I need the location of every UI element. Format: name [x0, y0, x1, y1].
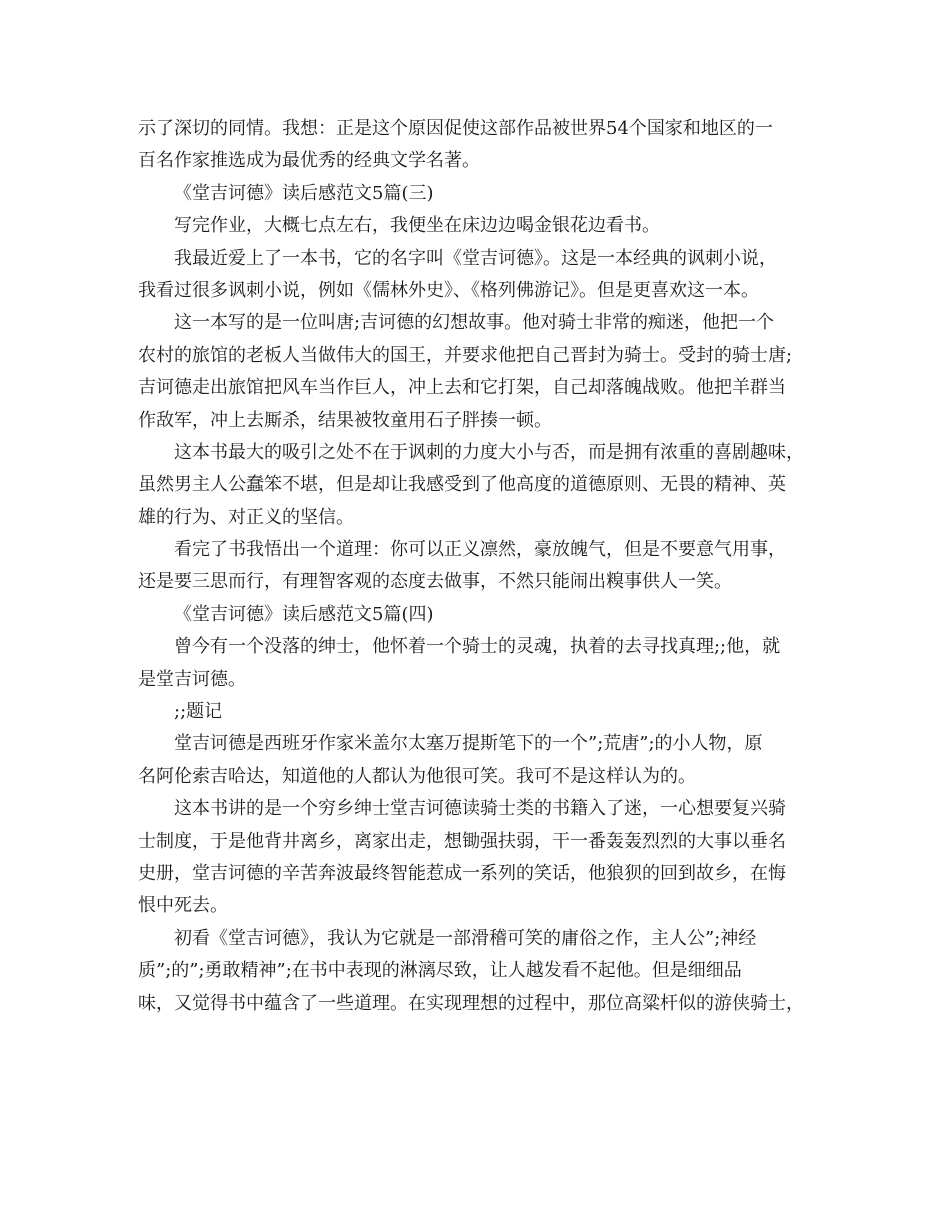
document-line: ;;题记 — [174, 701, 223, 723]
document-line: 《堂吉诃德》读后感范文5篇(三) — [174, 182, 434, 204]
document-line: 写完作业，大概七点左右，我便坐在床边边喝金银花边看书。 — [174, 215, 660, 237]
document-line: 恨中死去。 — [138, 895, 228, 917]
document-line: 吉诃德走出旅馆把风车当作巨人，冲上去和它打架，自己却落魄战败。他把羊群当 — [138, 377, 786, 399]
document-line: 百名作家推选成为最优秀的经典文学名著。 — [138, 150, 480, 172]
document-line: 是堂吉诃德。 — [138, 668, 246, 690]
document-line: 作敌军，冲上去厮杀，结果被牧童用石子胖揍一顿。 — [138, 409, 552, 431]
document-line: 名阿伦索吉哈达，知道他的人都认为他很可笑。我可不是这样认为的。 — [138, 765, 696, 787]
document-line: 看完了书我悟出一个道理：你可以正义凛然，豪放魄气，但是不要意气用事， — [174, 539, 786, 561]
document-line: 还是要三思而行，有理智客观的态度去做事，不然只能闹出糗事供人一笑。 — [138, 571, 732, 593]
document-line: 堂吉诃德是西班牙作家米盖尔太塞万提斯笔下的一个”;荒唐”;的小人物，原 — [174, 733, 763, 755]
document-line: 士制度，于是他背井离乡，离家出走，想锄强扶弱，干一番轰轰烈烈的大事以垂名 — [138, 830, 786, 852]
document-line: 我看过很多讽刺小说，例如《儒林外史》、《格列佛游记》。但是更喜欢这一本。 — [138, 279, 759, 301]
document-line: 质”;的”;勇敢精神”;在书中表现的淋漓尽致，让人越发看不起他。但是细细品 — [138, 960, 742, 982]
document-line: 味，又觉得书中蕴含了一些道理。在实现理想的过程中，那位高粱杆似的游侠骑士， — [138, 992, 804, 1014]
document-line: 初看《堂吉诃德》，我认为它就是一部滑稽可笑的庸俗之作，主人公”;神经 — [174, 927, 757, 949]
document-line: 雄的行为、对正义的坚信。 — [138, 506, 354, 528]
document-line: 虽然男主人公蠢笨不堪，但是却让我感受到了他高度的道德原则、无畏的精神、英 — [138, 474, 786, 496]
document-line: 曾今有一个没落的绅士，他怀着一个骑士的灵魂，执着的去寻找真理;;他，就 — [174, 636, 781, 658]
document-body — [138, 113, 828, 1020]
document-line: 示了深切的同情。我想：正是这个原因促使这部作品被世界54个国家和地区的一 — [138, 118, 773, 139]
document-line: 这一本写的是一位叫唐;吉诃德的幻想故事。他对骑士非常的痴迷，他把一个 — [174, 312, 775, 334]
document-line: 这本书最大的吸引之处不在于讽刺的力度大小与否，而是拥有浓重的喜剧趣味， — [174, 441, 804, 463]
document-line: 农村的旅馆的老板人当做伟大的国王，并要求他把自己晋封为骑士。受封的骑士唐; — [138, 344, 793, 366]
document-line: 《堂吉诃德》读后感范文5篇(四) — [174, 603, 434, 625]
document-line: 史册，堂吉诃德的辛苦奔波最终智能惹成一系列的笑话，他狼狈的回到故乡，在悔 — [138, 862, 786, 884]
document-line: 这本书讲的是一个穷乡绅士堂吉诃德读骑士类的书籍入了迷，一心想要复兴骑 — [174, 798, 786, 820]
document-line: 我最近爱上了一本书，它的名字叫《堂吉诃德》。这是一本经典的讽刺小说， — [174, 247, 777, 269]
